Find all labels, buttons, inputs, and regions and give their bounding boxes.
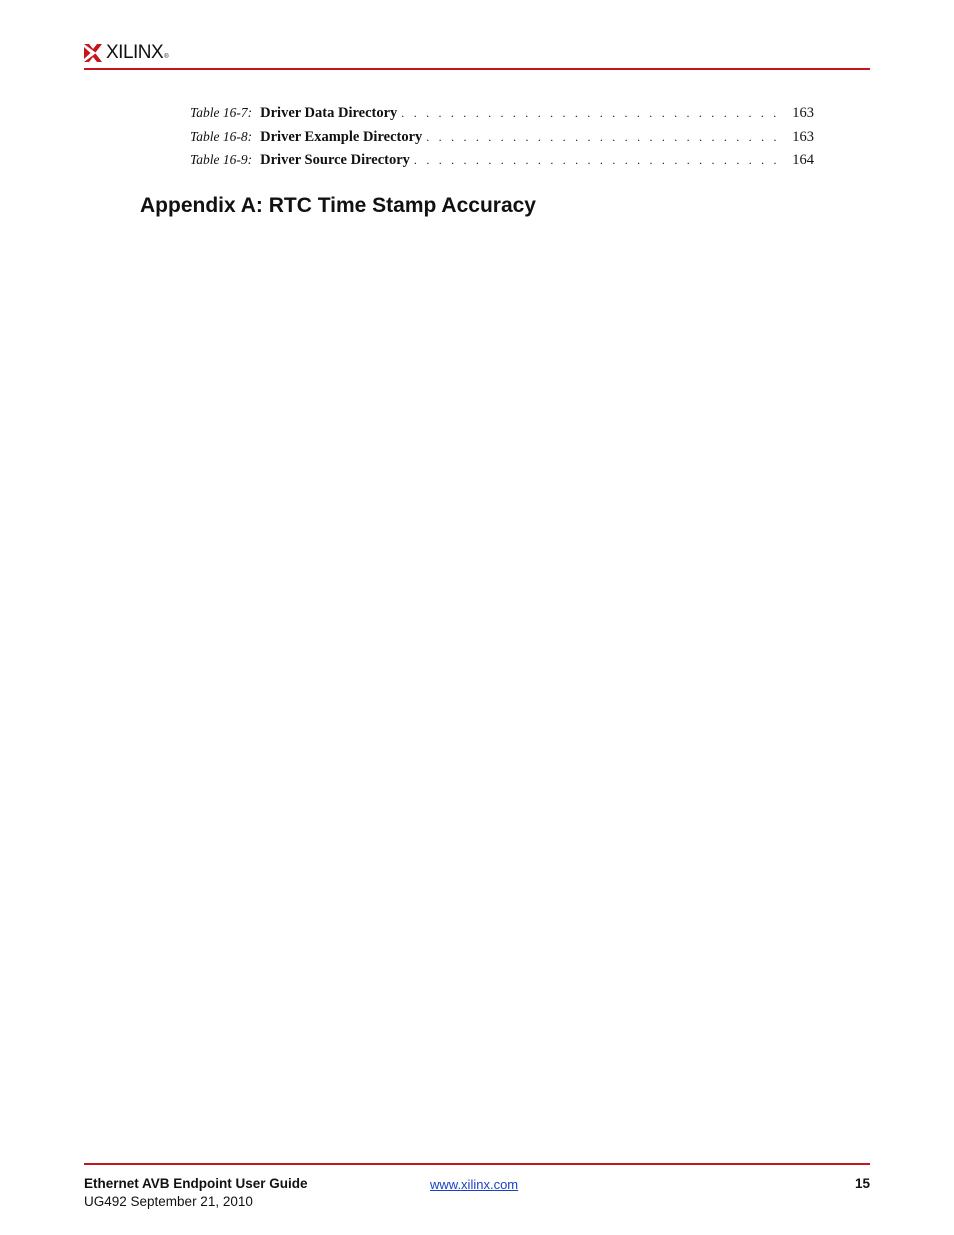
header-logo [84, 42, 169, 64]
toc-entry-title[interactable]: Driver Source Directory [260, 152, 410, 168]
appendix-heading[interactable]: Appendix A: RTC Time Stamp Accuracy [140, 194, 536, 217]
toc-entry-page[interactable]: 163 [792, 105, 814, 121]
footer-document-id: UG492 September 21, 2010 [84, 1194, 253, 1209]
toc-entry-label: Table 16-7: [190, 105, 253, 120]
toc-entry-label: Table 16-9: [190, 152, 253, 167]
toc-entry[interactable] [190, 152, 814, 176]
toc-dot-leader [414, 153, 784, 168]
toc-entry-title[interactable]: Driver Data Directory [260, 105, 398, 121]
toc-entry-label: Table 16-8: [190, 128, 253, 144]
header-rule [84, 68, 870, 70]
toc-dot-leader [401, 106, 784, 121]
toc-entry[interactable] [190, 129, 814, 153]
logo-text: XILINX [106, 42, 164, 63]
toc-entry-page[interactable]: 164 [792, 152, 814, 168]
page-number: 15 [854, 1176, 870, 1191]
table-of-contents [190, 105, 814, 176]
footer-document-title: Ethernet AVB Endpoint User Guide [84, 1176, 308, 1191]
toc-entry[interactable] [190, 105, 814, 129]
toc-dot-leader [426, 130, 784, 145]
registered-mark: ® [164, 54, 169, 60]
footer-website-link[interactable]: www.xilinx.com [430, 1177, 519, 1192]
footer-rule [84, 1163, 870, 1165]
toc-entry-title[interactable]: Driver Example Directory [260, 128, 423, 145]
toc-entry-page[interactable]: 163 [792, 128, 814, 145]
xilinx-x-logo-icon [84, 44, 102, 62]
